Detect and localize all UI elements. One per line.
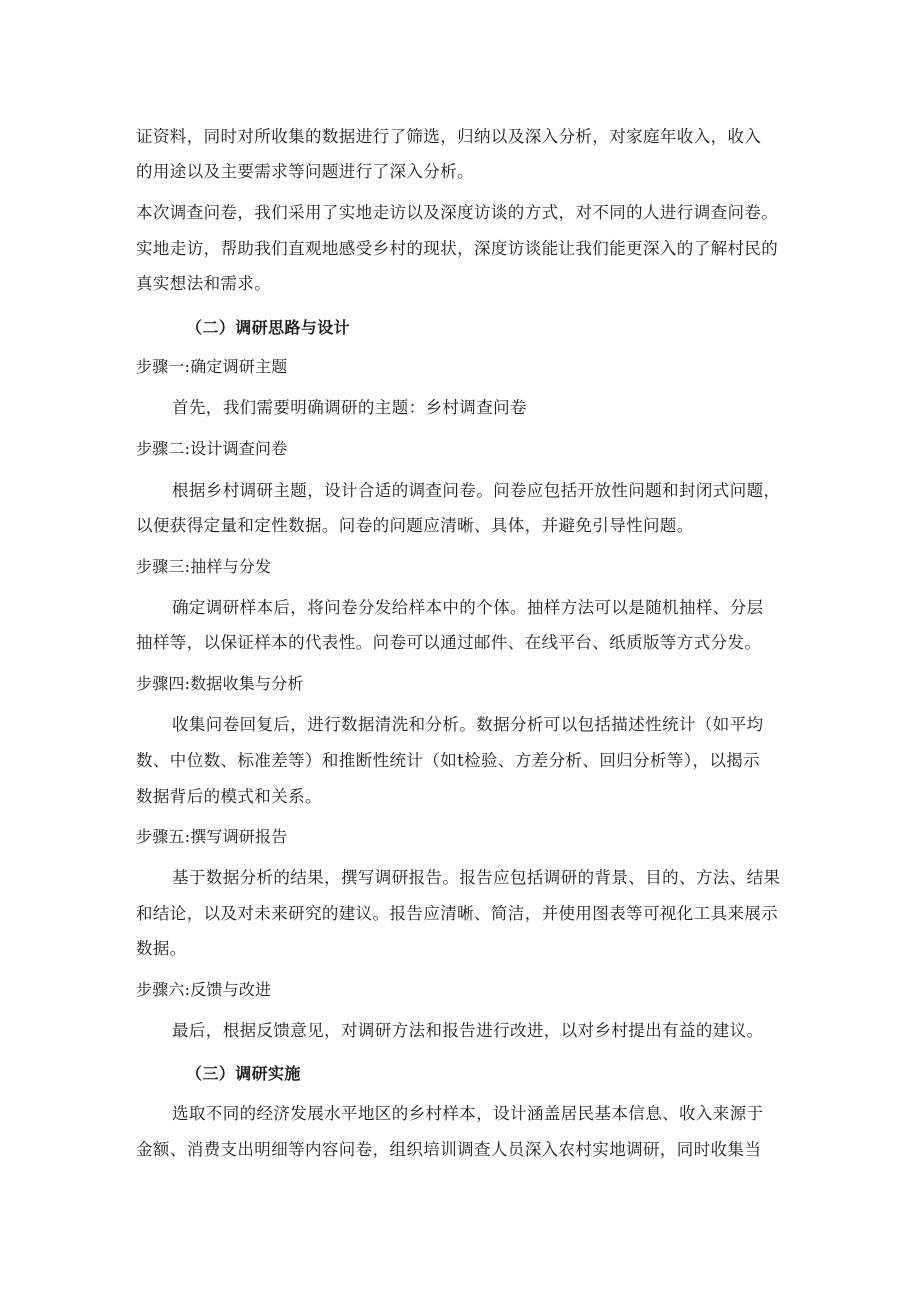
step-body-4-line-3: 数据背后的模式和关系。 bbox=[136, 787, 322, 806]
step-body-1-line-1: 首先，我们需要明确调研的主题：乡村调查问卷 bbox=[172, 398, 527, 417]
step-body-4-line-1: 收集问卷回复后，进行数据清洗和分析。数据分析可以包括描述性统计（如平均 bbox=[172, 715, 764, 734]
step-body-2-line-1: 根据乡村调研主题，设计合适的调查问卷。问卷应包括开放性问题和封闭式问题， bbox=[172, 481, 781, 500]
step-body-6-line-1: 最后，根据反馈意见，对调研方法和报告进行改进，以对乡村提出有益的建议。 bbox=[172, 1021, 764, 1040]
step-title-5: 步骤五:撰写调研报告 bbox=[136, 827, 288, 846]
intro-line-3: 本次调查问卷，我们采用了实地走访以及深度访谈的方式，对不同的人进行调查问卷。 bbox=[136, 203, 779, 222]
step-body-3-line-1: 确定调研样本后，将问卷分发给样本中的个体。抽样方法可以是随机抽样、分层 bbox=[172, 598, 764, 617]
step-title-4: 步骤四:数据收集与分析 bbox=[136, 674, 304, 693]
intro-line-4: 实地走访，帮助我们直观地感受乡村的现状，深度访谈能让我们能更深入的了解村民的 bbox=[136, 239, 779, 258]
step-body-5-line-1: 基于数据分析的结果，撰写调研报告。报告应包括调研的背景、目的、方法、结果 bbox=[172, 868, 781, 887]
step-body-2-line-2: 以便获得定量和定性数据。问卷的问题应清晰、具体，并避免引导性问题。 bbox=[136, 516, 694, 535]
step-body-4-line-2: 数、中位数、标准差等）和推断性统计（如t检验、方差分析、回归分析等），以揭示 bbox=[136, 751, 761, 770]
step-body-3-line-2: 抽样等，以保证样本的代表性。问卷可以通过邮件、在线平台、纸质版等方式分发。 bbox=[136, 633, 762, 652]
step-title-3: 步骤三:抽样与分发 bbox=[136, 557, 272, 576]
intro-line-1: 证资料，同时对所收集的数据进行了筛选，归纳以及深入分析，对家庭年收入，收入 bbox=[136, 127, 762, 146]
step-title-6: 步骤六:反馈与改进 bbox=[136, 980, 272, 999]
implementation-line-2: 金额、消费支出明细等内容问卷，组织培训调查人员深入农村实地调研，同时收集当 bbox=[136, 1140, 762, 1159]
intro-line-5: 真实想法和需求。 bbox=[136, 274, 272, 293]
intro-line-2: 的用途以及主要需求等问题进行了深入分析。 bbox=[136, 162, 474, 181]
step-title-2: 步骤二:设计调查问卷 bbox=[136, 439, 288, 458]
step-title-1: 步骤一:确定调研主题 bbox=[136, 357, 288, 376]
section-heading-implementation: （三）调研实施 bbox=[186, 1064, 301, 1083]
implementation-line-1: 选取不同的经济发展水平地区的乡村样本，设计涵盖居民基本信息、收入来源于 bbox=[172, 1104, 764, 1123]
section-heading-design: （二）调研思路与设计 bbox=[186, 318, 351, 337]
step-body-5-line-3: 数据。 bbox=[136, 939, 187, 958]
step-body-5-line-2: 和结论，以及对未来研究的建议。报告应清晰、简洁，并使用图表等可视化工具来展示 bbox=[136, 904, 779, 923]
